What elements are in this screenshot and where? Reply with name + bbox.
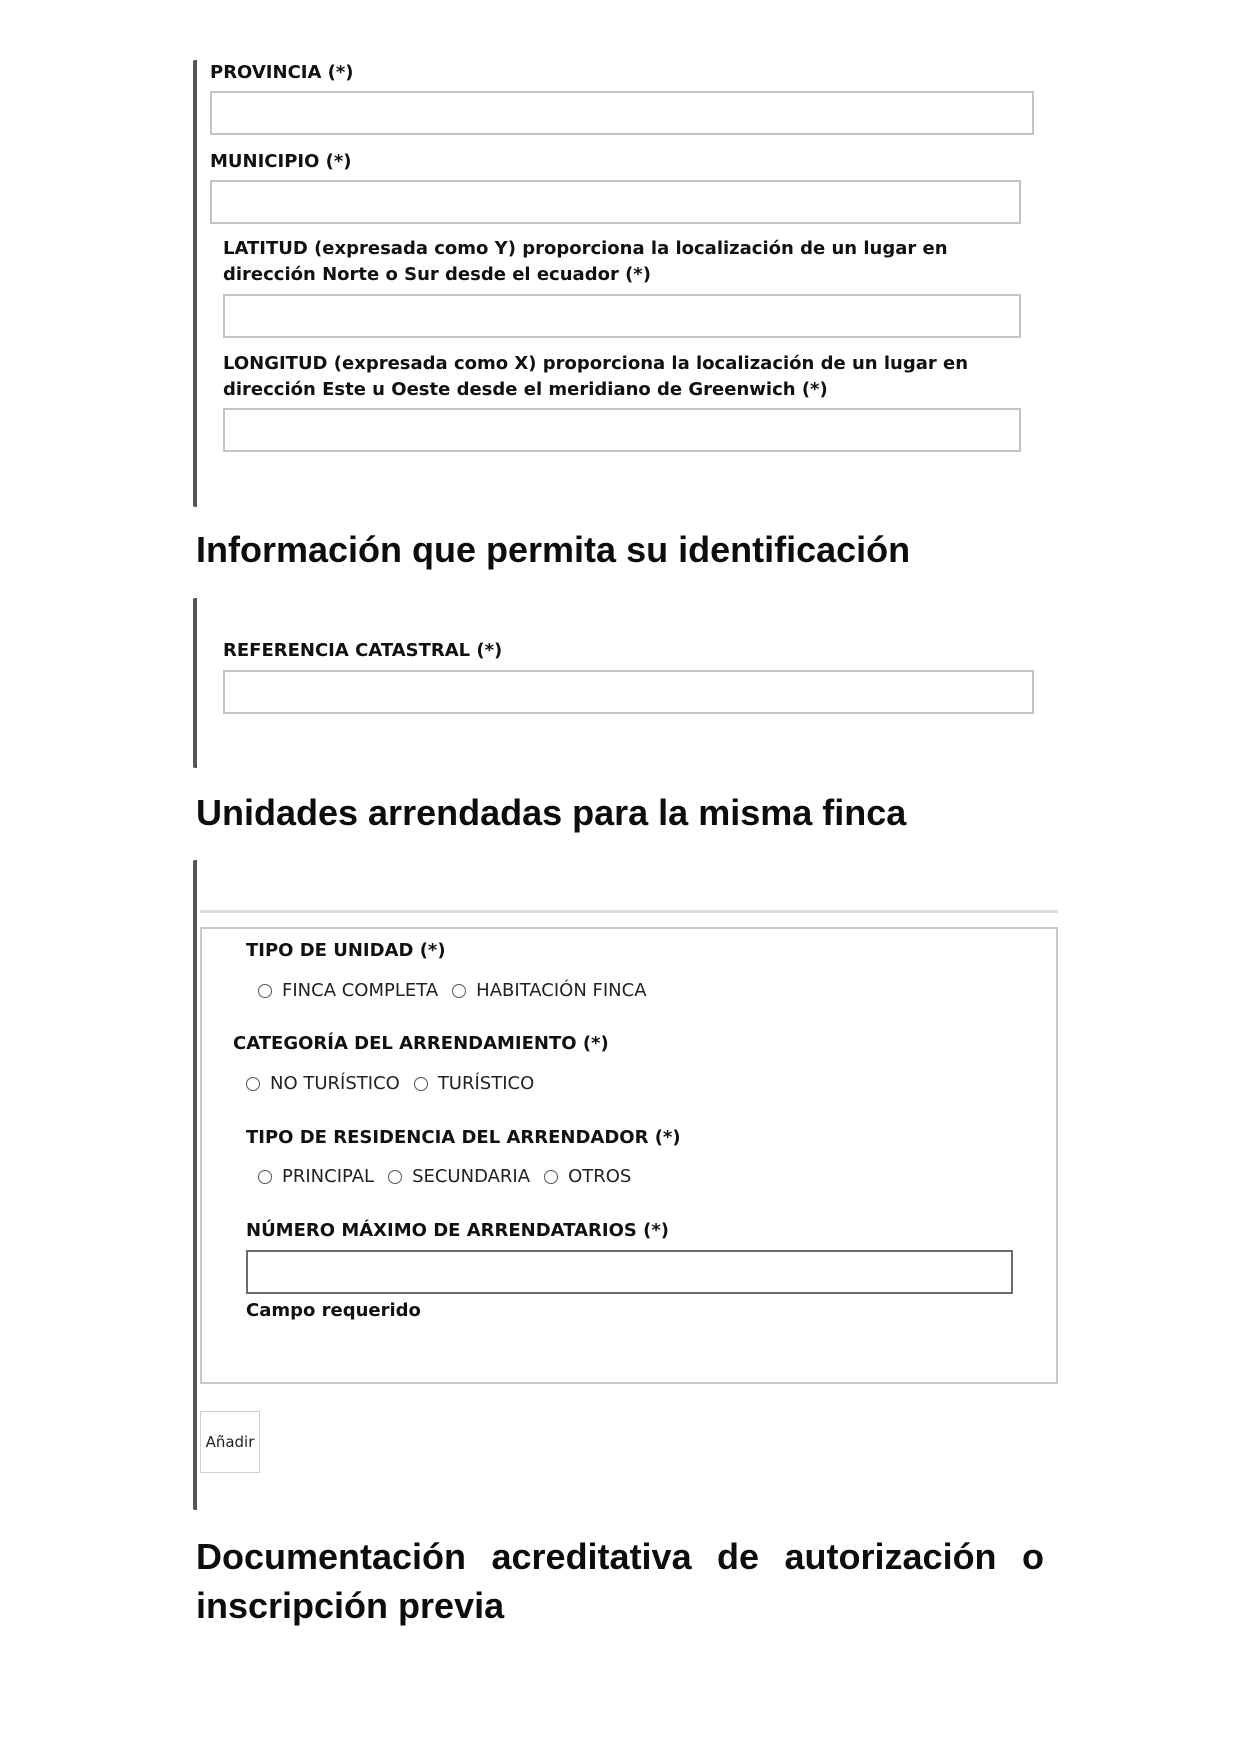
categoria-option-turistico[interactable] (414, 1073, 534, 1094)
latitud-label: LATITUD (expresada como Y) proporciona la localización de un lugar en dirección Norte o Sur desde el ecuador (*) (223, 238, 948, 285)
option-label: TURÍSTICO (437, 1073, 535, 1094)
longitud-input[interactable] (223, 408, 1021, 452)
tipo-unidad-radio-group (258, 980, 661, 1001)
location-fieldset-bar (193, 60, 197, 507)
option-label: SECUNDARIA (412, 1166, 531, 1187)
units-divider (200, 910, 1058, 913)
tipo-unidad-option-habitacion-finca[interactable] (452, 980, 646, 1001)
option-label: PRINCIPAL (282, 1166, 375, 1187)
required-message: Campo requerido (246, 1300, 421, 1321)
residencia-option-principal[interactable] (258, 1166, 374, 1187)
units-title: Unidades arrendadas para la misma finca (196, 792, 907, 833)
residencia-option-secundaria[interactable] (388, 1166, 530, 1187)
option-label: OTROS (568, 1166, 632, 1187)
option-label: FINCA COMPLETA (282, 980, 439, 1001)
documentation-title-line2: inscripción previa (196, 1585, 505, 1626)
radio-icon[interactable] (258, 984, 272, 998)
categoria-label: CATEGORÍA DEL ARRENDAMIENTO (*) (233, 1033, 609, 1054)
tipo-unidad-label: TIPO DE UNIDAD (*) (246, 940, 446, 961)
radio-icon[interactable] (452, 984, 466, 998)
identification-fieldset-bar (193, 598, 197, 768)
documentation-title-line1: Documentación acreditativa de autorización o (196, 1536, 1044, 1577)
latitud-input[interactable] (223, 294, 1021, 338)
municipio-input[interactable] (210, 180, 1021, 224)
longitud-label: LONGITUD (expresada como X) proporciona la localización de un lugar en dirección Este u Oeste desde el meridiano de Greenwich (*) (223, 353, 969, 400)
categoria-option-no-turistico[interactable] (246, 1073, 400, 1094)
residencia-label: TIPO DE RESIDENCIA DEL ARRENDADOR (*) (246, 1127, 681, 1148)
option-label: NO TURÍSTICO (270, 1073, 400, 1094)
radio-icon[interactable] (258, 1170, 272, 1184)
units-fieldset-bar (193, 860, 197, 1510)
tipo-unidad-option-finca-completa[interactable] (258, 980, 438, 1001)
max-arrendatarios-label: NÚMERO MÁXIMO DE ARRENDATARIOS (*) (246, 1220, 669, 1241)
residencia-radio-group (258, 1166, 645, 1187)
municipio-label: MUNICIPIO (*) (210, 151, 352, 172)
radio-icon[interactable] (246, 1077, 260, 1091)
radio-icon[interactable] (388, 1170, 402, 1184)
provincia-label: PROVINCIA (*) (210, 62, 354, 83)
option-label: HABITACIÓN FINCA (476, 980, 647, 1001)
provincia-input[interactable] (210, 91, 1034, 135)
referencia-catastral-label: REFERENCIA CATASTRAL (*) (223, 640, 503, 661)
residencia-option-otros[interactable] (544, 1166, 631, 1187)
referencia-catastral-input[interactable] (223, 670, 1034, 714)
categoria-radio-group (246, 1073, 548, 1094)
add-unit-button[interactable]: Añadir (200, 1411, 260, 1473)
radio-icon[interactable] (544, 1170, 558, 1184)
max-arrendatarios-input[interactable] (246, 1250, 1013, 1294)
identification-title: Información que permita su identificación (196, 529, 911, 570)
radio-icon[interactable] (414, 1077, 428, 1091)
